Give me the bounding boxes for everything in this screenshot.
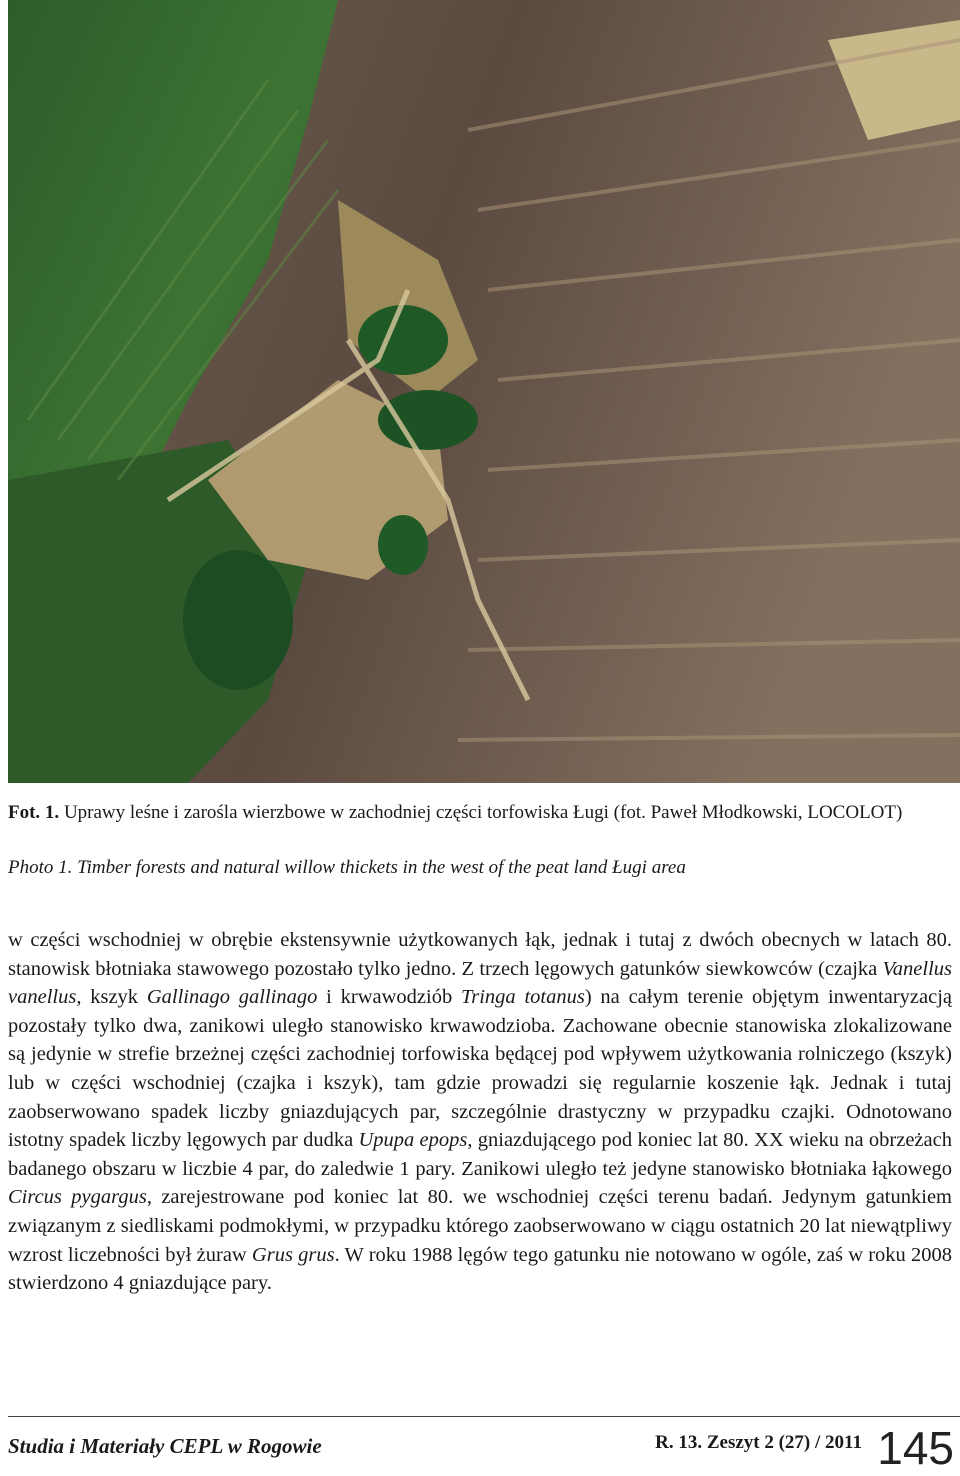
species-name: Grus grus [251, 1243, 335, 1266]
text-run: , kszyk [76, 986, 147, 1009]
species-name: Upupa epops [358, 1129, 468, 1152]
page-number: 145 [877, 1422, 954, 1474]
text-run: . W roku 1988 lęgów tego gatunku nie notowano w ogóle, zaś w roku 2008 stwierdzono 4 gniazdujące pary. [8, 1243, 953, 1295]
aerial-photo-graphic [8, 0, 960, 783]
species-name: Gallinago gallinago [146, 986, 318, 1009]
species-name: Vanellus vanellus [8, 957, 952, 1009]
article-body [8, 926, 952, 1298]
caption-label: Fot. 1. [8, 802, 60, 823]
journal-title: Studia i Materiały CEPL w Rogowie [8, 1434, 322, 1458]
aerial-photo [8, 0, 960, 783]
species-name: Circus pygargus [8, 1186, 147, 1209]
species-name: Tringa totanus [460, 986, 585, 1009]
text-run: i krwawodziób [317, 986, 461, 1009]
text-run: w części wschodniej w obrębie ekstensywnie użytkowanych łąk, jednak i tutaj z dwóch obecnych w latach 80. stanowisk błotniaka stawowego pozostało tylko jedno. Z trzech lęgowych gatunków siewkowców (czajka [8, 929, 952, 980]
footer-divider [8, 1416, 960, 1417]
body-paragraph [8, 926, 952, 1298]
text-run: , zarejestrowane pod koniec lat 80. we wschodniej części terenu badań. Jedynym gatunkiem związanym z siedliskami podmokłymi, w przypadku którego zaobserwowano w ciągu ostatnich 20 lat niewątpliwy wzrost liczebności był żuraw [8, 1186, 952, 1266]
photo-caption-polish [8, 800, 952, 826]
issue-info: R. 13. Zeszyt 2 (27) / 2011 [655, 1432, 862, 1453]
text-run: , gniazdującego pod koniec lat 80. XX wieku na obrzeżach badanego obszaru w liczbie 4 par, do zaledwie 1 pary. Zanikowi uległo też jedyne stanowisko błotniaka łąkowego [8, 1129, 952, 1180]
text-run: ) na całym terenie objętym inwentaryzacją pozostały tylko dwa, zanikowi uległo stanowisko krwawodzioba. Zachowane obecnie stanowiska zlokalizowane są jedynie w strefie brzeżnej części zachodniej torfowiska będącej pod wpływem użytkowania rolniczego (kszyk) lub w części wschodniej (czajka i kszyk), tam gdzie prowadzi się regularnie koszenie łąk. Jednak i tutaj zaobserwowano spadek liczby gniazdujących par, szczególnie drastyczny w przypadku czajki. Odnotowano istotny spadek liczby lęgowych par dudka [8, 986, 953, 1152]
photo-caption-english: Photo 1. Timber forests and natural willow thickets in the west of the peat land Ługi area [8, 857, 686, 878]
caption-text-polish: Uprawy leśne i zarośla wierzbowe w zachodniej części torfowiska Ługi (fot. Paweł Młodkowski, LOCOLOT) [63, 802, 903, 823]
